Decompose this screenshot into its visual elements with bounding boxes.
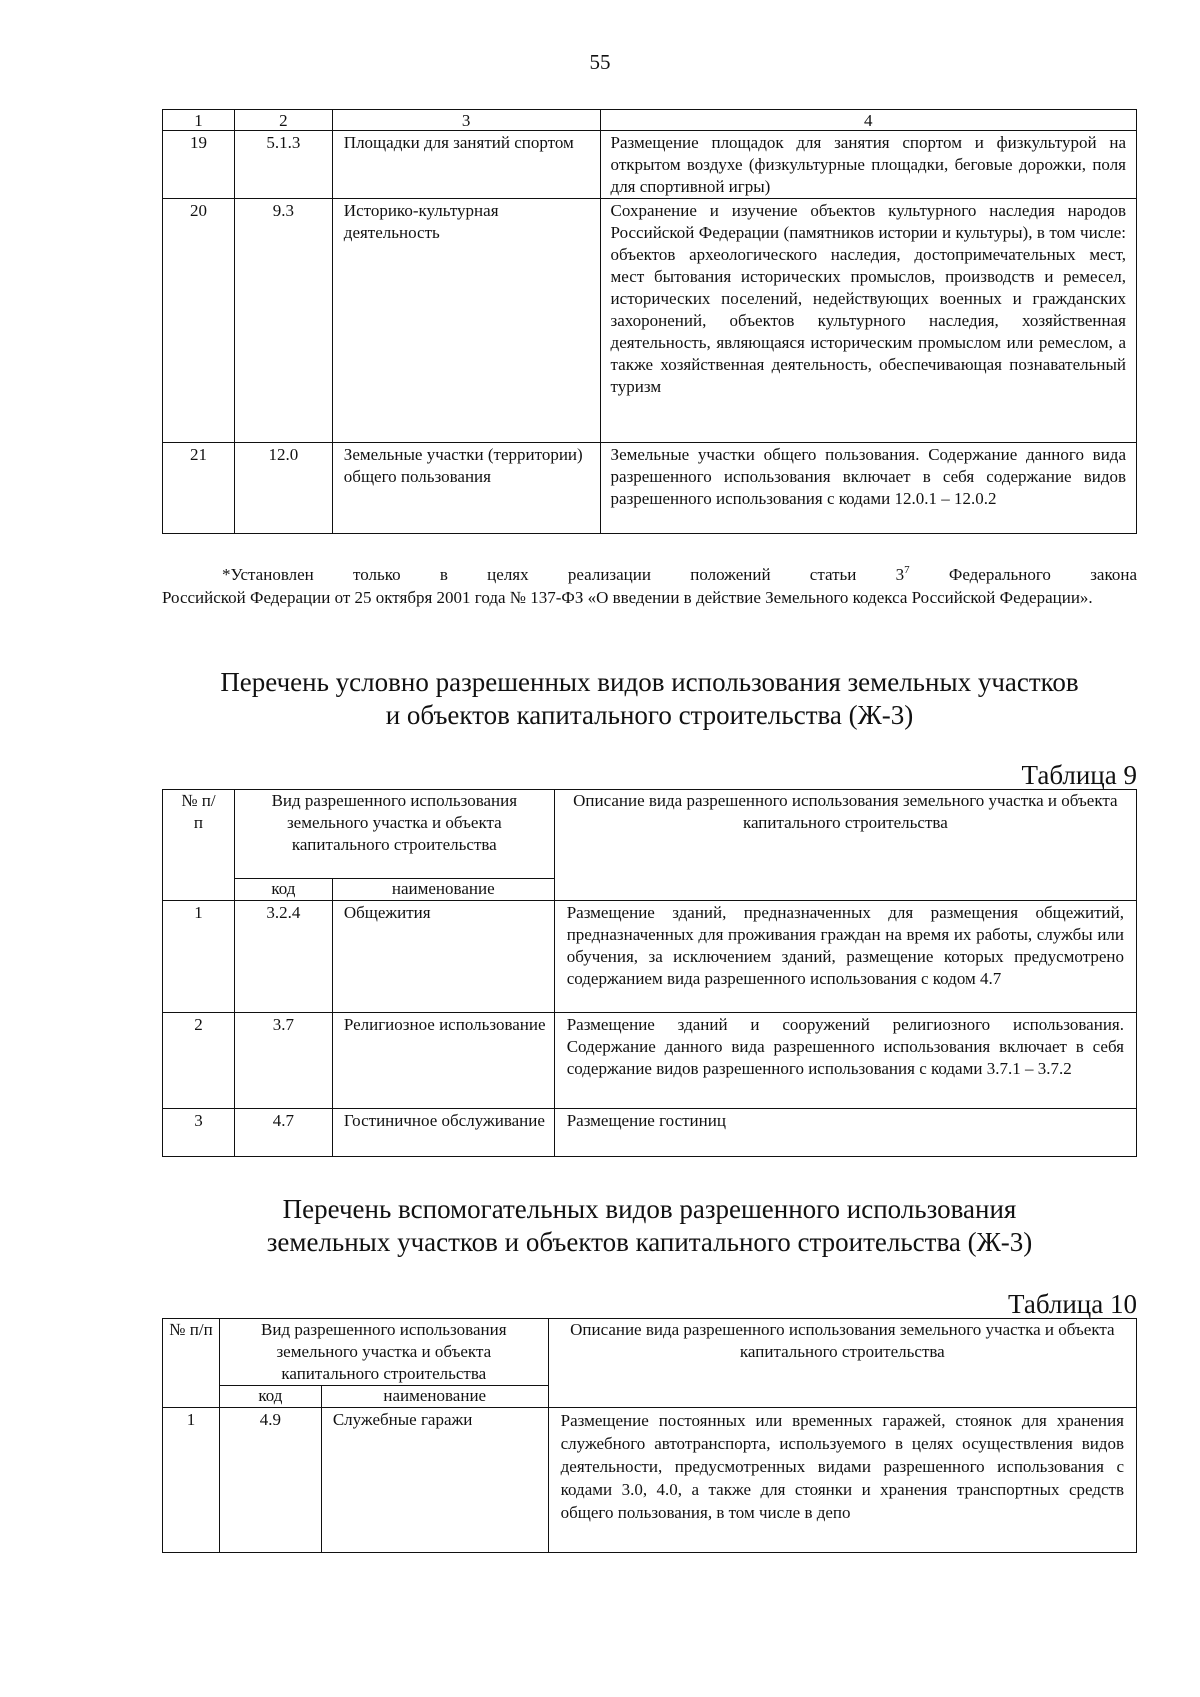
column-number-row <box>163 110 1137 131</box>
auxiliary-uses-table <box>162 1318 1137 1553</box>
page-number: 55 <box>589 50 611 74</box>
use-name: Земельные участки (территории) общего пользования <box>332 443 600 534</box>
row-number: 20 <box>163 199 235 443</box>
use-description: Сохранение и изучение объектов культурного наследия народов Российской Федерации (памятников истории и культуры), в том числе: объектов археологического наследия, достопримечательных мест, мест бытования исторических промыслов, производств и ремесел, исторических поселений, недействующих военных и гражданских захоронений, объектов культурного наследия, хозяйственная деятельность, являющаяся историческим промыслом или ремеслом, а также хозяйственная деятельность, обеспечивающая познавательный туризм <box>600 199 1136 443</box>
section-title-line: земельных участков и объектов капитального строительства (Ж-3) <box>266 1227 1033 1257</box>
table-row <box>163 1109 1137 1157</box>
column-number: 1 <box>163 110 235 131</box>
row-number: 19 <box>163 131 235 199</box>
use-code: 4.9 <box>219 1408 321 1553</box>
table-row <box>163 443 1137 534</box>
use-code: 4.7 <box>234 1109 332 1157</box>
table-row <box>163 1408 1137 1553</box>
header-kind: Вид разрешенного использования земельного участка и объекта капитального строительства <box>234 790 554 879</box>
footnote-text: Федерального закона <box>909 565 1137 584</box>
use-code: 12.0 <box>234 443 332 534</box>
header-description: Описание вида разрешенного использования земельного участка и объекта капитального строительства <box>548 1319 1136 1408</box>
table-caption: Таблица 10 <box>1008 1289 1137 1319</box>
table-row <box>163 199 1137 443</box>
use-description: Размещение зданий и сооружений религиозного использования. Содержание данного вида разрешенного использования включает в себя содержание видов разрешенного использования с кодами 3.7.1 – 3.7.2 <box>554 1013 1136 1109</box>
header-number: № п/п <box>163 1319 220 1408</box>
table-row <box>163 901 1137 1013</box>
table-row <box>163 1013 1137 1109</box>
use-description: Размещение гостиниц <box>554 1109 1136 1157</box>
header-number: № п/п <box>163 790 235 901</box>
section-title-line: и объектов капитального строительства (Ж-3) <box>385 700 914 730</box>
header-kind: Вид разрешенного использования земельного участка и объекта капитального строительства <box>219 1319 548 1386</box>
header-name: наименование <box>321 1386 548 1408</box>
use-description: Размещение площадок для занятия спортом и физкультурой на открытом воздухе (физкультурные площадки, беговые дорожки, поля для спортивной игры) <box>600 131 1136 199</box>
table-header-row <box>163 790 1137 879</box>
table-header-row <box>163 1319 1137 1386</box>
header-code: код <box>219 1386 321 1408</box>
header-name: наименование <box>332 879 554 901</box>
use-description: Размещение зданий, предназначенных для размещения общежитий, предназначенных для проживания граждан на время их работы, службы или обучения, за исключением зданий, размещение которых предусмотрено содержанием вида разрешенного использования с кодом 4.7 <box>554 901 1136 1013</box>
column-number: 3 <box>332 110 600 131</box>
use-name: Религиозное использование <box>332 1013 554 1109</box>
footnote-text: *Установлен только в целях реализации положений статьи 3 <box>222 565 905 584</box>
footnote-superscript: 7 <box>904 564 910 576</box>
section-title-auxiliary <box>162 1193 1137 1259</box>
use-code: 9.3 <box>234 199 332 443</box>
use-description: Земельные участки общего пользования. Содержание данного вида разрешенного использования включает в себя содержание видов разрешенного использования с кодами 12.0.1 – 12.0.2 <box>600 443 1136 534</box>
row-number: 1 <box>163 1408 220 1553</box>
row-number: 21 <box>163 443 235 534</box>
section-title-line: Перечень условно разрешенных видов использования земельных участков <box>220 667 1079 697</box>
column-number: 4 <box>600 110 1136 131</box>
row-number: 1 <box>163 901 235 1013</box>
table-caption: Таблица 9 <box>1021 760 1137 790</box>
footnote <box>162 563 1137 609</box>
use-name: Общежития <box>332 901 554 1013</box>
section-title-line: Перечень вспомогательных видов разрешенного использования <box>282 1194 1017 1224</box>
use-name: Историко-культурная деятельность <box>332 199 600 443</box>
section-title-conditional <box>162 666 1137 732</box>
use-name: Служебные гаражи <box>321 1408 548 1553</box>
use-name: Гостиничное обслуживание <box>332 1109 554 1157</box>
use-name: Площадки для занятий спортом <box>332 131 600 199</box>
use-code: 3.2.4 <box>234 901 332 1013</box>
use-code: 5.1.3 <box>234 131 332 199</box>
use-code: 3.7 <box>234 1013 332 1109</box>
continued-land-use-table <box>162 109 1137 534</box>
column-number: 2 <box>234 110 332 131</box>
row-number: 3 <box>163 1109 235 1157</box>
row-number: 2 <box>163 1013 235 1109</box>
table-row <box>163 131 1137 199</box>
use-description: Размещение постоянных или временных гаражей, стоянок для хранения служебного автотранспорта, используемого в целях осуществления видов деятельности, предусмотренных видами разрешенного использования с кодами 3.0, 4.0, а также для стоянки и хранения транспортных средств общего пользования, в том числе в депо <box>548 1408 1136 1553</box>
conditional-uses-table <box>162 789 1137 1157</box>
footnote-text: Российской Федерации от 25 октября 2001 года № 137-ФЗ «О введении в действие Земельного кодекса Российской Федерации». <box>162 588 1093 607</box>
header-description: Описание вида разрешенного использования земельного участка и объекта капитального строительства <box>554 790 1136 901</box>
header-code: код <box>234 879 332 901</box>
